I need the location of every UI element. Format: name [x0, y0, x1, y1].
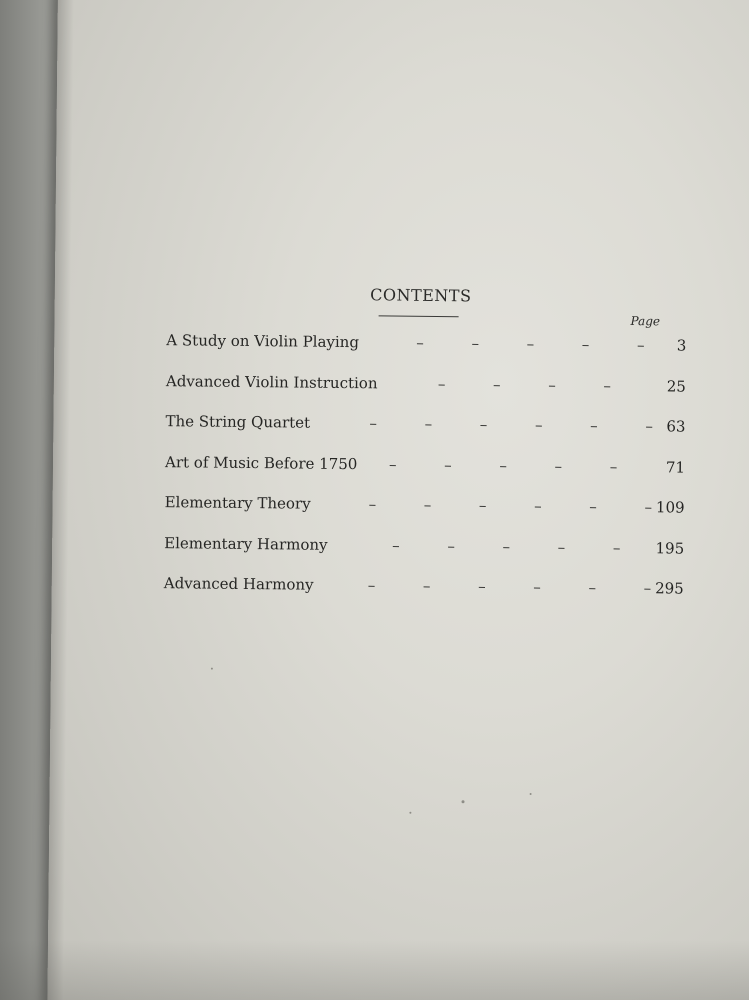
entry-leaders: – – – – – — [416, 333, 645, 355]
paper-speck — [530, 793, 532, 795]
entry-leaders: – – – – – – — [367, 576, 652, 598]
page-column-label: Page — [630, 314, 661, 329]
entry-leaders: – – – – – — [392, 536, 621, 557]
entry-title: Advanced Violin Instruction — [165, 371, 378, 392]
contents-entry — [165, 453, 685, 499]
contents-entry — [166, 372, 686, 418]
entry-page-number: 3 — [676, 336, 687, 355]
entry-title: A Study on Violin Playing — [166, 331, 360, 352]
heading-rule — [379, 315, 459, 317]
entry-page-number: 295 — [655, 579, 684, 598]
paper-speck — [211, 668, 213, 670]
entry-title: Advanced Harmony — [163, 574, 314, 594]
page-edge-shadow — [47, 0, 74, 1000]
contents-entry — [165, 412, 685, 458]
entry-leaders: – – – – – – — [368, 495, 653, 517]
contents-entry — [166, 331, 686, 377]
entry-page-number: 195 — [655, 538, 685, 558]
bottom-shadow — [0, 940, 749, 1000]
entry-leaders: – – – – – – — [369, 414, 653, 436]
contents-entry — [163, 574, 683, 620]
paper-speck — [462, 800, 465, 803]
contents-entry — [164, 534, 684, 580]
entry-title: The String Quartet — [165, 412, 311, 432]
entry-page-number: 109 — [655, 498, 685, 517]
contents-list — [163, 331, 686, 620]
paper-speck — [409, 812, 411, 814]
contents-entry — [164, 493, 684, 539]
entry-leaders: – – – – — [437, 374, 612, 395]
entry-page-number: 63 — [666, 417, 686, 436]
book-page — [47, 0, 749, 1000]
entry-title: Art of Music Before 1750 — [164, 452, 358, 473]
entry-page-number: 71 — [665, 457, 686, 477]
contents-heading: CONTENTS — [370, 285, 472, 306]
entry-title: Elementary Theory — [164, 493, 311, 513]
entry-page-number: 25 — [666, 376, 686, 396]
entry-title: Elementary Harmony — [164, 533, 328, 554]
entry-leaders: – – – – – — [388, 454, 618, 476]
